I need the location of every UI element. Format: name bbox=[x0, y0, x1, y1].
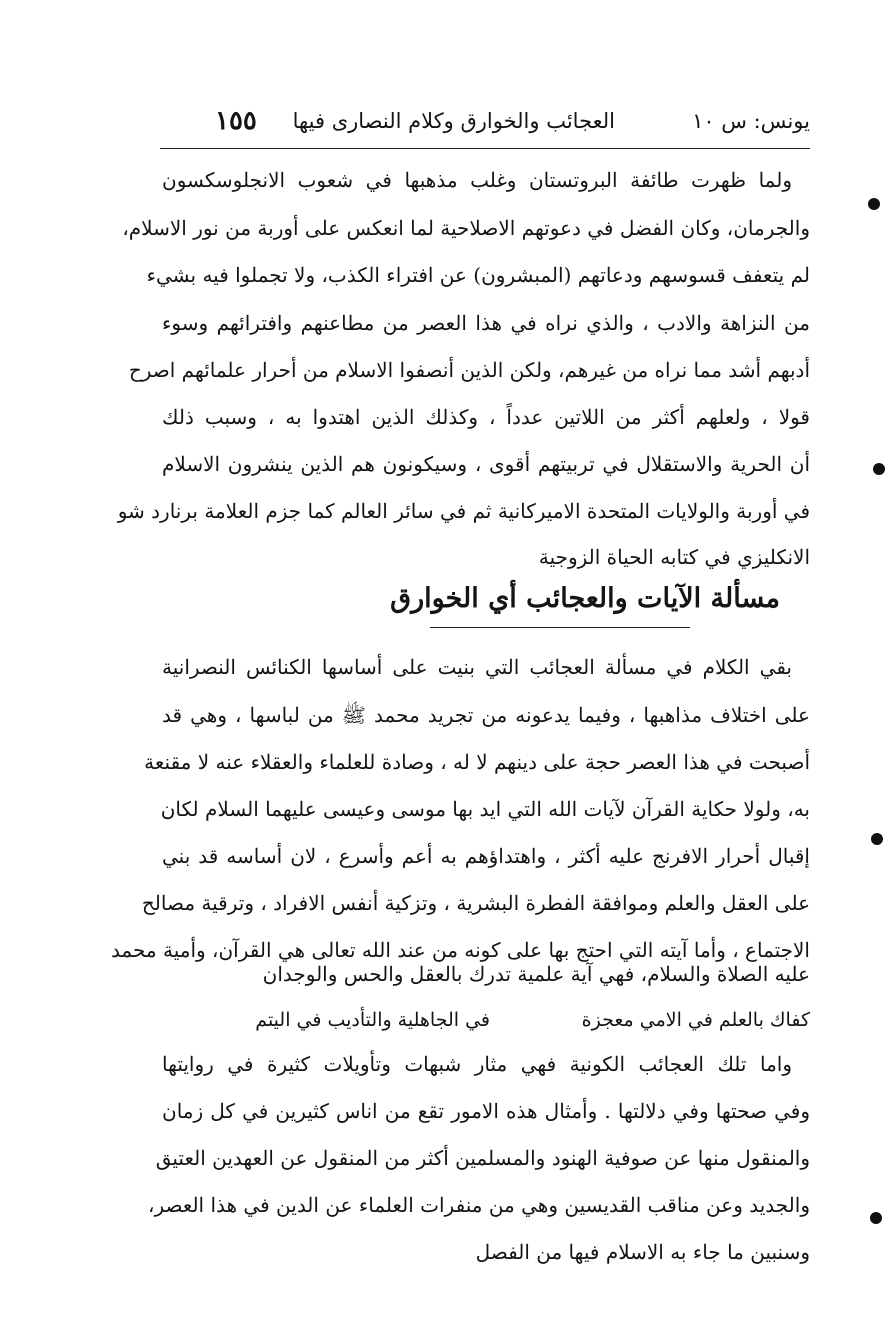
text-line: في أوربة والولايات المتحدة الاميركانية ثم في سائر العالم كما جزم العلامة برنارد شو bbox=[117, 499, 810, 523]
page-number: ١٥٥ bbox=[215, 106, 257, 136]
text-line: وسنبين ما جاء به الاسلام فيها من الفصل bbox=[475, 1240, 810, 1264]
text-line: به، ولولا حكاية القرآن لآيات الله التي ايد بها موسى وعيسى عليهما السلام لكان bbox=[160, 797, 810, 821]
text-line: الاجتماع ، وأما آيته التي احتج بها على كونه من عند الله تعالى هي القرآن، وأمية محمد bbox=[110, 938, 810, 962]
text-line: عليه الصلاة والسلام، فهي آية علمية تدرك بالعقل والحس والوجدان bbox=[262, 962, 810, 986]
text-line: أصبحت في هذا العصر حجة على دينهم لا له ، وصادة للعلماء والعقلاء عنه لا مقنعة bbox=[144, 750, 810, 774]
verse-first-hemistich: كفاك بالعلم في الامي معجزة bbox=[581, 1009, 810, 1031]
chapter-reference: يونس: س ١٠ bbox=[692, 109, 810, 133]
text-line: إقبال أحرار الافرنج عليه أكثر ، واهتداؤهم به أعم وأسرع ، لان أساسه قد بني bbox=[162, 844, 810, 868]
text-line: أدبهم أشد مما نراه من غيرهم، ولكن الذين أنصفوا الاسلام من أحرار علمائهم اصرح bbox=[128, 358, 810, 382]
section-title: مسألة الآيات والعجائب أي الخوارق bbox=[390, 583, 780, 614]
running-title: العجائب والخوارق وكلام النصارى فيها bbox=[292, 109, 615, 133]
ink-mark bbox=[868, 198, 880, 210]
text-line: أن الحرية والاستقلال في تربيتهم أقوى ، وسيكونون هم الذين ينشرون الاسلام bbox=[162, 452, 810, 476]
text-line: قولا ، ولعلهم أكثر من اللاتين عدداً ، وكذلك الذين اهتدوا به ، وسبب ذلك bbox=[162, 405, 810, 429]
text-line: والجرمان، وكان الفضل في دعوتهم الاصلاحية لما انعكس على أوربة من نور الاسلام، bbox=[122, 216, 810, 240]
ink-mark bbox=[871, 833, 883, 845]
verse-second-hemistich: في الجاهلية والتأديب في اليتم bbox=[255, 1009, 490, 1031]
ink-mark bbox=[873, 463, 885, 475]
text-line: لم يتعفف قسوسهم ودعاتهم (المبشرون) عن افتراء الكذب، ولا تجملوا فيه بشيء bbox=[146, 263, 810, 287]
text-line: بقي الكلام في مسألة العجائب التي بنيت على أساسها الكنائس النصرانية bbox=[162, 655, 792, 679]
poetry-verse bbox=[250, 1002, 810, 1038]
text-line: من النزاهة والادب ، والذي نراه في هذا العصر من مطاعنهم وافترائهم وسوء bbox=[162, 311, 810, 335]
text-line: ولما ظهرت طائفة البروتستان وغلب مذهبها في شعوب الانجلوسكسون bbox=[162, 168, 792, 192]
text-line: واما تلك العجائب الكونية فهي مثار شبهات وتأويلات كثيرة في روايتها bbox=[162, 1052, 792, 1076]
section-rule bbox=[430, 627, 690, 628]
running-header bbox=[160, 101, 810, 141]
header-rule bbox=[160, 148, 810, 149]
text-line: على اختلاف مذاهبها ، وفيما يدعونه من تجريد محمد ﷺ من لباسها ، وهي قد bbox=[162, 703, 810, 727]
text-line: الانكليزي في كتابه الحياة الزوجية bbox=[538, 545, 810, 569]
text-line: وفي صحتها وفي دلالتها . وأمثال هذه الامور تقع من اناس كثيرين في كل زمان bbox=[162, 1099, 810, 1123]
ink-mark bbox=[870, 1212, 882, 1224]
text-line: والمنقول منها عن صوفية الهنود والمسلمين أكثر من المنقول عن العهدين العتيق bbox=[155, 1146, 810, 1170]
text-line: والجديد وعن مناقب القديسين وهي من منفرات العلماء عن الدين في هذا العصر، bbox=[147, 1193, 810, 1217]
text-line: على العقل والعلم وموافقة الفطرة البشرية ، وتزكية أنفس الافراد ، وترقية مصالح bbox=[141, 891, 810, 915]
